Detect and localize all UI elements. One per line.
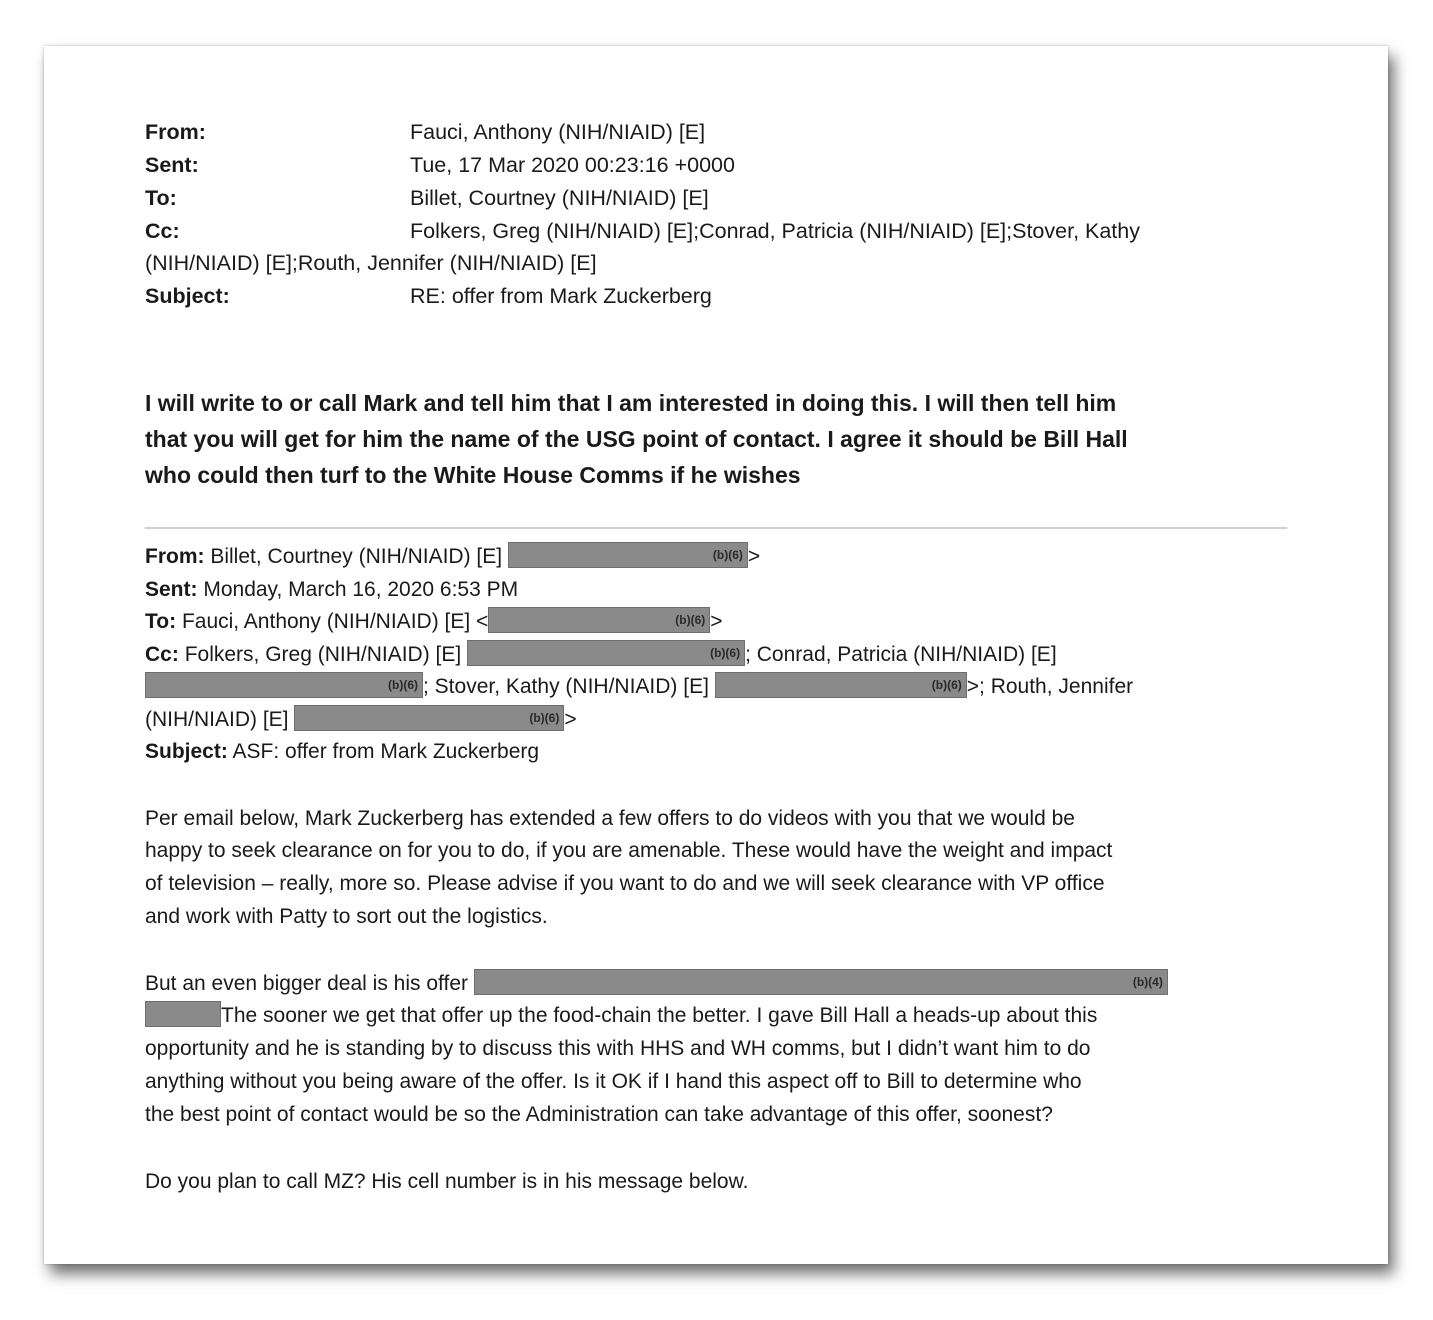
fwd-subject-label: Subject: [145, 740, 228, 763]
paragraph-text: But an even bigger deal is his offer [145, 971, 468, 995]
reply-line: that you will get for him the name of the USG point of contact. I agree it should be Bill Hall [145, 426, 1128, 452]
paragraph-line: Per email below, Mark Zuckerberg has extended a few offers to do videos with you that we would be [145, 806, 1075, 830]
fwd-to-row [145, 606, 1295, 639]
document-page [44, 46, 1388, 1264]
redaction-block [467, 640, 745, 666]
email-header [145, 116, 1295, 313]
reply-line: I will write to or call Mark and tell him that I am interested in doing this. I will then tell him [145, 390, 1117, 416]
redaction-code: (b)(6) [710, 645, 741, 660]
fwd-paragraph-2 [145, 968, 1295, 1132]
cc-label: Cc: [145, 219, 180, 243]
subject-value: RE: offer from Mark Zuckerberg [410, 284, 712, 308]
redaction-block [715, 672, 967, 698]
fwd-cc-label: Cc: [145, 642, 179, 666]
redaction-block [488, 607, 710, 633]
fwd-cc-value: ; Routh, Jennifer [979, 675, 1134, 698]
paragraph-line: anything without you being aware of the offer. Is it OK if I hand this aspect off to Bill to determine who [145, 1070, 1082, 1094]
fwd-from-value: Billet, Courtney (NIH/NIAID) [E] [210, 545, 503, 568]
to-value: Billet, Courtney (NIH/NIAID) [E] [410, 186, 709, 210]
paragraph-line [145, 968, 1295, 1001]
redaction-block [294, 705, 564, 731]
paragraph-line [145, 1000, 1295, 1033]
fwd-cc-value: ; Conrad, Patricia (NIH/NIAID) [E] [745, 642, 1057, 666]
from-label: From: [145, 120, 206, 144]
divider [145, 527, 1287, 529]
redaction-code: (b)(6) [675, 613, 706, 627]
fwd-subject-value: ASF: offer from Mark Zuckerberg [232, 740, 540, 763]
close-bracket: > [710, 610, 723, 633]
paragraph-line: of television – really, more so. Please advise if you want to do and we will seek clearance with VP office [145, 872, 1105, 896]
sent-label: Sent: [145, 153, 199, 177]
paragraph-line: happy to seek clearance on for you to do, if you are amenable. These would have the weight and impact [145, 839, 1113, 863]
paragraph-line: opportunity and he is standing by to discuss this with HHS and WH comms, but I didn’t want him to do [145, 1037, 1091, 1061]
header-sent-row [145, 149, 1295, 182]
redaction-code: (b)(6) [388, 678, 418, 692]
fwd-subject-row [145, 736, 1295, 769]
redaction-code: (b)(6) [712, 548, 743, 562]
fwd-cc-value: ; Stover, Kathy (NIH/NIAID) [E] [423, 675, 709, 698]
reply-line: who could then turf to the White House Comms if he wishes [145, 462, 801, 488]
header-cc-row [145, 215, 1295, 248]
paragraph-text: The sooner we get that offer up the food-chain the better. I gave Bill Hall a heads-up about this [221, 1004, 1098, 1028]
close-bracket: > [564, 707, 577, 731]
cc-value: Folkers, Greg (NIH/NIAID) [E];Conrad, Patricia (NIH/NIAID) [E];Stover, Kathy [410, 219, 1140, 243]
redaction-block [145, 672, 423, 698]
header-from-row [145, 116, 1295, 149]
subject-label: Subject: [145, 284, 230, 308]
cc-value-continued: (NIH/NIAID) [E];Routh, Jennifer (NIH/NIAID) [E] [145, 251, 597, 275]
fwd-sent-row [145, 574, 1295, 607]
email-content [145, 116, 1295, 1198]
fwd-sent-label: Sent: [145, 577, 198, 601]
header-to-row [145, 182, 1295, 215]
fwd-paragraph-3: Do you plan to call MZ? His cell number is in his message below. [145, 1169, 749, 1193]
header-subject-row [145, 280, 1295, 313]
fwd-to-value: Fauci, Anthony (NIH/NIAID) [E] < [181, 610, 489, 633]
paragraph-line: and work with Patty to sort out the logistics. [145, 904, 548, 928]
fwd-from-row [145, 541, 1295, 574]
close-bracket: > [747, 545, 761, 568]
redaction-block [508, 542, 748, 568]
from-value: Fauci, Anthony (NIH/NIAID) [E] [410, 120, 706, 144]
sent-value: Tue, 17 Mar 2020 00:23:16 +0000 [410, 153, 735, 177]
redaction-code: (b)(4) [1132, 974, 1163, 989]
close-bracket: > [966, 675, 980, 698]
redaction-block [145, 1001, 221, 1027]
fwd-cc-row-2 [145, 671, 1295, 704]
fwd-cc-row-3 [145, 704, 1295, 737]
fwd-cc-row [145, 639, 1295, 672]
forwarded-header [145, 541, 1295, 769]
fwd-sent-value: Monday, March 16, 2020 6:53 PM [203, 577, 519, 601]
fwd-paragraph-1 [145, 803, 1295, 934]
redaction-block [474, 969, 1168, 995]
to-label: To: [145, 186, 177, 210]
redaction-code: (b)(6) [529, 710, 560, 725]
fwd-cc-value: Folkers, Greg (NIH/NIAID) [E] [184, 642, 462, 666]
fwd-to-label: To: [145, 610, 177, 633]
paragraph-line: the best point of contact would be so the Administration can take advantage of this offer, soonest? [145, 1102, 1053, 1126]
redaction-code: (b)(6) [931, 678, 962, 692]
reply-body [145, 385, 1295, 493]
fwd-cc-value: (NIH/NIAID) [E] [145, 707, 289, 731]
fwd-from-label: From: [145, 545, 205, 568]
